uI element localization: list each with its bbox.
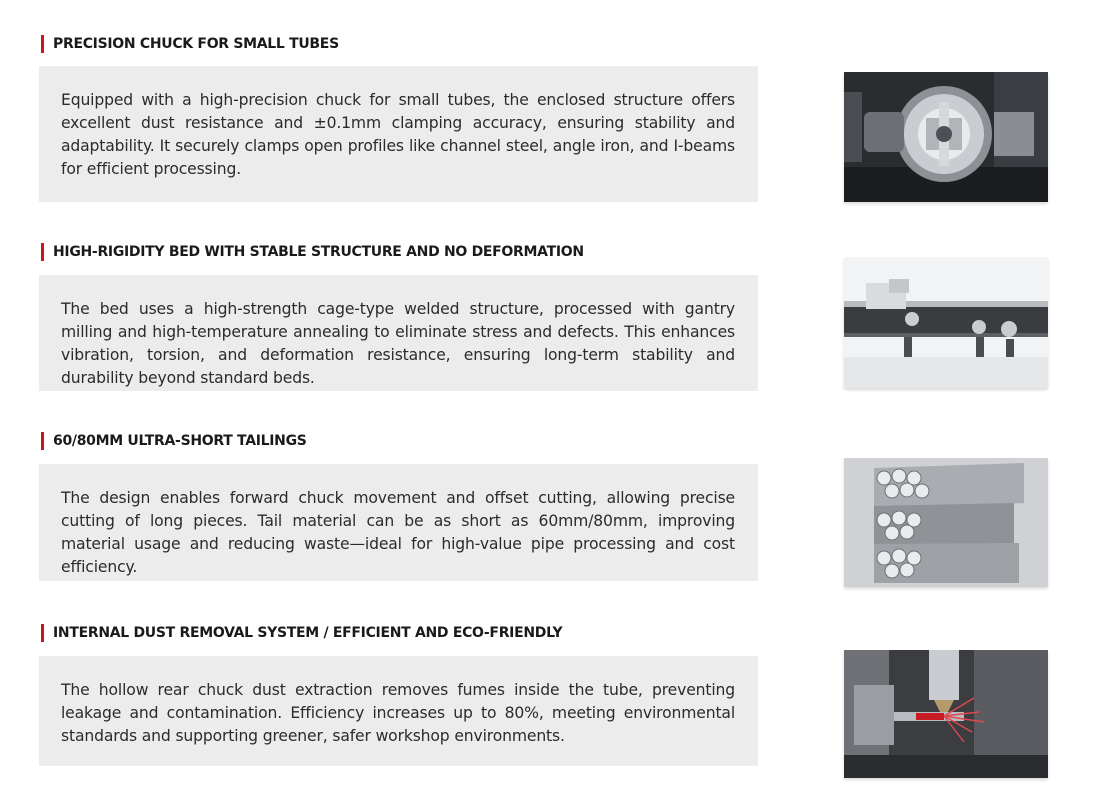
section-title: HIGH-RIGIDITY BED WITH STABLE STRUCTURE AND NO DEFORMATION — [53, 244, 584, 260]
section-description: Equipped with a high-precision chuck for small tubes, the enclosed structure offers excellent dust resistance and ±0.1mm clamping accuracy, ensuring stability and adaptability. It securely clamps open profiles like channel steel, angle iron, and I-beams for efficient processing. — [61, 91, 735, 178]
heading-accent-bar — [41, 243, 44, 261]
section-heading — [41, 243, 584, 261]
section-title: 60/80MM ULTRA-SHORT TAILINGS — [53, 433, 307, 449]
laser-cutting-photo — [844, 650, 1048, 778]
section-description-panel — [39, 656, 758, 766]
heading-accent-bar — [41, 624, 44, 642]
section-title: PRECISION CHUCK FOR SMALL TUBES — [53, 36, 339, 52]
section-description: The hollow rear chuck dust extraction removes fumes inside the tube, preventing leakage and contamination. Efficiency increases up to 80%, meeting environmental standards and supporting greener, safer workshop environments. — [61, 681, 735, 745]
section-description-panel — [39, 464, 758, 581]
section-description-panel — [39, 66, 758, 202]
section-title: INTERNAL DUST REMOVAL SYSTEM / EFFICIENT AND ECO-FRIENDLY — [53, 625, 563, 641]
section-heading — [41, 432, 307, 450]
chuck-photo — [844, 72, 1048, 202]
section-description-panel — [39, 275, 758, 391]
section-heading — [41, 624, 562, 642]
section-heading — [41, 35, 339, 53]
heading-accent-bar — [41, 35, 44, 53]
heading-accent-bar — [41, 432, 44, 450]
stacked-tubes-photo — [844, 458, 1048, 587]
machine-bed-photo — [844, 257, 1048, 388]
section-description: The design enables forward chuck movement and offset cutting, allowing precise cutting of long pieces. Tail material can be as short as 60mm/80mm, improving material usage and reducing waste—ideal for high-value pipe processing and cost efficiency. — [61, 489, 735, 576]
section-description: The bed uses a high-strength cage-type welded structure, processed with gantry milling and high-temperature annealing to eliminate stress and defects. This enhances vibration, torsion, and deformation resistance, ensuring long-term stability and durability beyond standard beds. — [61, 300, 735, 387]
